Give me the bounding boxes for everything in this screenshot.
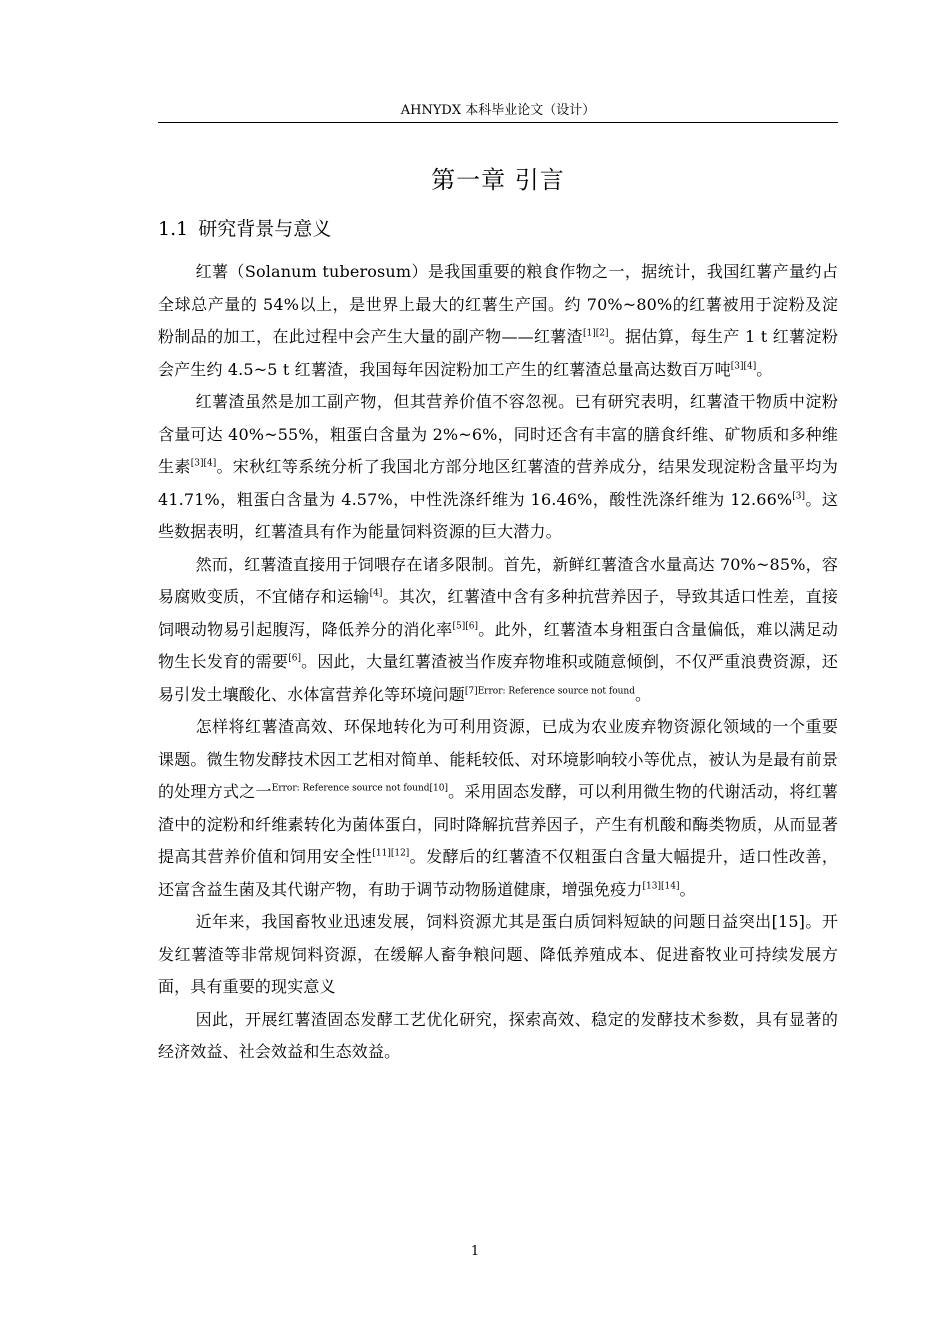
running-header: AHNYDX 本科毕业论文（设计） bbox=[400, 103, 596, 118]
citation-ref: [3][4] bbox=[730, 361, 757, 372]
header-rule bbox=[158, 122, 838, 123]
paragraph-text: 。 bbox=[634, 684, 652, 704]
citation-ref: [3][4] bbox=[190, 458, 217, 469]
citation-ref: [6] bbox=[288, 653, 301, 664]
paragraph-text: 。此外，红薯渣本身粗蛋白含量偏低，难以满足动物生长发育的需要 bbox=[158, 619, 838, 671]
paragraph-text: 。采用固态发酵，可以利用微生物的代谢活动，将红薯渣中的淀粉和纤维素转化为菌体蛋白，同时降解抗营养因子，产生有机酸和酶类物质，从而显著提高其营养价值和饲用安全性 bbox=[158, 782, 838, 866]
section-title: 研究背景与意义 bbox=[198, 218, 332, 240]
body-paragraph bbox=[158, 1004, 838, 1069]
paragraph-text: 。宋秋红等系统分析了我国北方部分地区红薯渣的营养成分，结果发现淀粉含量平均为 41.71%，粗蛋白含量为 4.57%，中性洗涤纤维为 16.46%，酸性洗涤纤维为 12.66% bbox=[158, 457, 838, 509]
body-paragraph bbox=[158, 549, 838, 712]
citation-ref: [5][6] bbox=[452, 621, 479, 632]
paragraph-text: 红薯（Solanum tuberosum）是我国重要的粮食作物之一，据统计，我国红薯产量约占全球总产量的 54%以上，是世界上最大的红薯生产国。约 70%~80%的红薯被用于淀粉及淀粉制品的加工，在此过程中会产生大量的副产物——红薯渣 bbox=[158, 262, 838, 346]
chapter-title: 第一章 引言 bbox=[431, 166, 565, 194]
paragraph-text: 。因此，大量红薯渣被当作废弃物堆积或随意倾倒，不仅严重浪费资源，还易引发土壤酸化、水体富营养化等环境问题 bbox=[158, 652, 839, 704]
page-number: 1 bbox=[470, 1244, 480, 1259]
body-paragraph bbox=[158, 711, 838, 906]
body-paragraph bbox=[158, 256, 838, 386]
section-number: 1.1 bbox=[158, 218, 189, 240]
paragraph-text: 怎样将红薯渣高效、环保地转化为可利用资源，已成为农业废弃物资源化领域的一个重要课题。微生物发酵技术因工艺相对简单、能耗较低、对环境影响较小等优点，被认为是最有前景的处理方式之一 bbox=[158, 717, 838, 801]
paragraph-text: 红薯渣虽然是加工副产物，但其营养价值不容忽视。已有研究表明，红薯渣干物质中淀粉含量可达 40%~55%，粗蛋白含量为 2%~6%，同时还含有丰富的膳食纤维、矿物质和多种维生素 bbox=[158, 392, 838, 476]
citation-ref: Error: Reference source not found[10] bbox=[271, 783, 448, 794]
paragraph-text: 。这些数据表明，红薯渣具有作为能量饲料资源的巨大潜力。 bbox=[158, 489, 838, 541]
paragraph-text: 然而，红薯渣直接用于饲喂存在诸多限制。首先，新鲜红薯渣含水量高达 70%~85%，容易腐败变质，不宜储存和运输 bbox=[158, 554, 838, 606]
body-paragraph bbox=[158, 386, 838, 549]
paragraph-text: 近年来，我国畜牧业迅速发展，饲料资源尤其是蛋白质饲料短缺的问题日益突出[15]。开发红薯渣等非常规饲料资源，在缓解人畜争粮问题、降低养殖成本、促进畜牧业可持续发展方面，具有重要的现实意义 bbox=[158, 912, 838, 996]
citation-ref: [3] bbox=[792, 491, 806, 502]
citation-ref: [11][12] bbox=[372, 848, 410, 859]
citation-ref: [13][14] bbox=[642, 881, 680, 892]
body-text bbox=[158, 256, 838, 1069]
citation-ref: [4] bbox=[369, 588, 383, 599]
citation-ref: [7]Error: Reference source not found bbox=[464, 686, 635, 697]
paragraph-text: 。发酵后的红薯渣不仅粗蛋白含量大幅提升，适口性改善，还富含益生菌及其代谢产物，有助于调节动物肠道健康，增强免疫力 bbox=[158, 847, 839, 899]
citation-ref: [1][2] bbox=[583, 328, 609, 339]
paragraph-text: 。 bbox=[756, 359, 773, 379]
paragraph-text: 。 bbox=[679, 879, 696, 899]
paragraph-text: 因此，开展红薯渣固态发酵工艺优化研究，探索高效、稳定的发酵技术参数，具有显著的经济效益、社会效益和生态效益。 bbox=[158, 1009, 838, 1061]
body-paragraph bbox=[158, 906, 838, 1004]
paragraph-text: 。其次，红薯渣中含有多种抗营养因子，导致其适口性差，直接饲喂动物易引起腹泻，降低养分的消化率 bbox=[158, 587, 839, 639]
section-heading bbox=[158, 214, 331, 244]
paragraph-text: 。据估算，每生产 1 t 红薯淀粉会产生约 4.5~5 t 红薯渣，我国每年因淀粉加工产生的红薯渣总量高达数百万吨 bbox=[158, 327, 838, 379]
